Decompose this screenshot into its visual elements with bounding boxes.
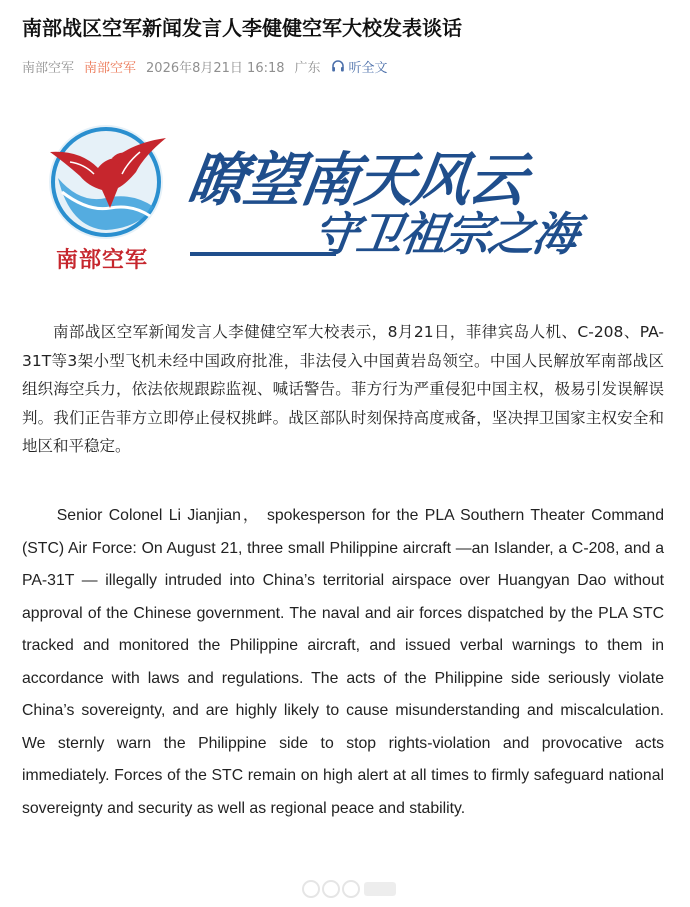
- article-paragraph-en: Senior Colonel Li Jianjian， spokesperson for the PLA Southern Theater Command (STC) Air Force: On August 21, three small Philippine aircraft —an Islander, a C-208, and a PA-31T — illegally intruded into China’s territorial airspace over Huangyan Dao without approval of the Chinese government. The naval and air forces dispatched by the PLA STC tracked and monitored the Philippine aircraft, and issued verbal warnings to them in accordance with laws and regulations. The acts of the Philippine side seriously violate China’s sovereignty, and are highly likely to cause misunderstanding and miscalculation. We sternly warn the Philippine side to stop rights-violation and provocative acts immediately. Forces of the STC remain on high alert at all times to firmly safeguard national sovereignty and security as well as regional peace and stability.: [22, 507, 664, 817]
- source-label[interactable]: 南部空军: [22, 60, 75, 76]
- banner-slogan-line2: 守卫祖宗之海: [309, 207, 581, 261]
- banner-logo-text: 南部空军: [56, 248, 149, 273]
- listen-button[interactable]: [331, 57, 398, 76]
- banner-slogan-line1: 瞭望南天风云: [183, 146, 530, 214]
- headphones-icon: [331, 59, 345, 73]
- article-paragraph-zh: 南部战区空军新闻发言人李健健空军大校表示，8月21日，菲律宾岛人机、C-208、PA-31T等3架小型飞机未经中国政府批准，非法侵入中国黄岩岛领空。中国人民解放军南部战区组织海空兵力，依法依规跟踪监视、喊话警告。菲方行为严重侵犯中国主权，极易引发误解误判。我们正告菲方立即停止侵权挑衅。战区部队时刻保持高度戒备，坚决捍卫国家主权安全和地区和平稳定。: [22, 323, 664, 455]
- location-label: 广东: [294, 60, 321, 76]
- listen-label: 听全文: [348, 60, 388, 76]
- southern-air-force-emblem: [49, 125, 166, 239]
- article-title: 南部战区空军新闻发言人李健健空军大校发表谈话: [22, 16, 462, 40]
- publish-time: 2026年8月21日 16:18: [146, 60, 285, 76]
- account-link[interactable]: 南部空军: [84, 60, 137, 76]
- article-meta: [22, 56, 408, 76]
- watermark-logo: [300, 878, 400, 900]
